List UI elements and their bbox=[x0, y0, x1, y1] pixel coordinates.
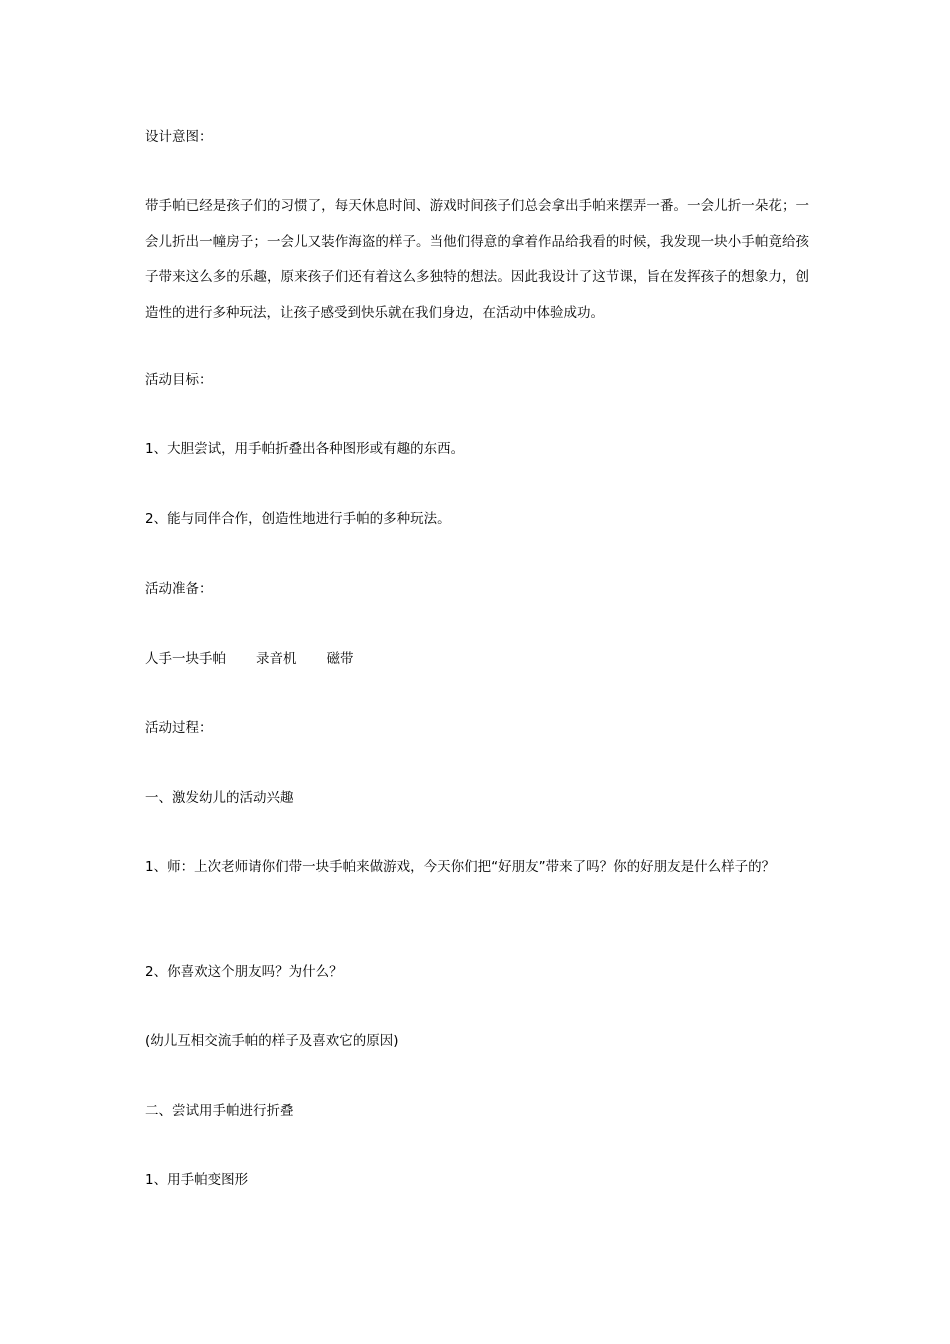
activity-goals-heading: 活动目标： bbox=[145, 372, 213, 388]
design-intent-paragraph: 带手帕已经是孩子们的习惯了，每天休息时间、游戏时间孩子们总会拿出手帕来摆弄一番。一会儿折一朵花；一会儿折出一幢房子；一会儿又装作海盗的样子。当他们得意的拿着作品给我看的时候，我发现一块小手帕竟给孩子带来这么多的乐趣，原来孩子们还有着这么多独特的想法。因此我设计了这节课，旨在发挥孩子的想象力，创造性的进行多种玩法，让孩子感受到快乐就在我们身边，在活动中体验成功。 bbox=[145, 198, 809, 321]
section-1-question-2: 2、你喜欢这个朋友吗？为什么？ bbox=[145, 964, 343, 980]
section-2-title: 二、尝试用手帕进行折叠 bbox=[145, 1103, 294, 1119]
activity-preparation-heading: 活动准备： bbox=[145, 581, 213, 597]
prep-item-tape: 磁带 bbox=[326, 651, 354, 667]
section-1-question-1: 1、师：上次老师请你们带一块手帕来做游戏，今天你们把“好朋友”带来了吗？你的好朋友是什么样子的？ bbox=[145, 859, 776, 875]
goal-item-2: 2、能与同伴合作，创造性地进行手帕的多种玩法。 bbox=[145, 511, 451, 527]
prep-item-recorder: 录音机 bbox=[256, 651, 297, 667]
preparation-materials-row bbox=[145, 650, 354, 668]
goal-item-1: 1、大胆尝试，用手帕折叠出各种图形或有趣的东西。 bbox=[145, 441, 465, 457]
design-intent-heading: 设计意图： bbox=[145, 129, 213, 145]
activity-process-heading: 活动过程： bbox=[145, 720, 213, 736]
prep-item-handkerchief: 人手一块手帕 bbox=[145, 651, 226, 667]
section-2-step-1: 1、用手帕变图形 bbox=[145, 1172, 249, 1188]
section-1-title: 一、激发幼儿的活动兴趣 bbox=[145, 790, 294, 806]
section-1-note: (幼儿互相交流手帕的样子及喜欢它的原因) bbox=[145, 1033, 399, 1049]
